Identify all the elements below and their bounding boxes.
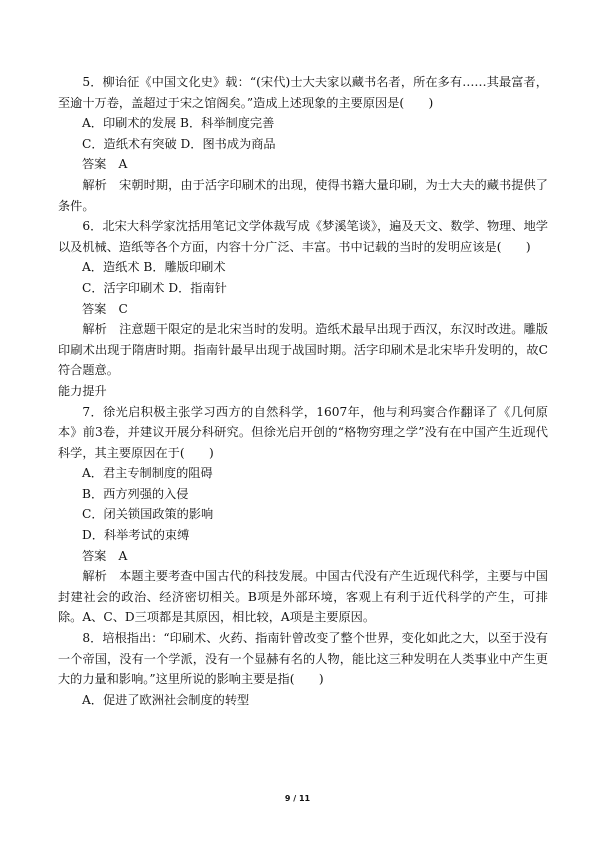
question-6-options-cd: C．活字印刷术 D．指南针 (82, 280, 227, 295)
question-5-options-ab: A．印刷术的发展 B．科举制度完善 (82, 116, 275, 131)
question-7-option-a: A．君主专制制度的阻碍 (82, 466, 213, 481)
question-6-analysis: 解析 注意题干限定的是北宋当时的发明。造纸术最早出现于西汉，东汉时改进。雕版印刷术出现于隋唐时期。指南针最早出现于战国时期。活字印刷术是北宋毕升发明的，故C符合题意。 (58, 322, 548, 378)
section-title: 能力提升 (58, 383, 107, 398)
question-5-stem: 5．柳诒征《中国文化史》载：“(宋代)士大夫家以藏书名者，所在多有……其最富者，至逾十万卷，盖超过于宋之馆阁矣。”造成上述现象的主要原因是( ) (58, 75, 548, 110)
question-8-option-a: A．促进了欧洲社会制度的转型 (82, 692, 250, 707)
question-6-stem: 6．北宋大科学家沈括用笔记文学体裁写成《梦溪笔谈》，遍及天文、数学、物理、地学以及机械、造纸等各个方面，内容十分广泛、丰富。书中记载的当时的发明应该是( ) (58, 219, 548, 254)
question-7-stem: 7．徐光启积极主张学习西方的自然科学，1607年，他与利玛窦合作翻译了《几何原本》前3卷，并建议开展分科研究。但徐光启开创的“格物穷理之学”没有在中国产生近现代科学，其主要原因在于( ) (58, 404, 548, 460)
page-number: 9 / 11 (284, 794, 311, 803)
page-content (58, 72, 548, 710)
question-5-answer: 答案 A (82, 157, 128, 172)
question-5-options-cd: C．造纸术有突破 D．图书成为商品 (82, 136, 276, 151)
question-7-analysis: 解析 本题主要考查中国古代的科技发展。中国古代没有产生近现代科学，主要与中国封建社会的政治、经济密切相关。B项是外部环境，客观上有利于近代科学的产生，可排除。A、C、D三项都是其原因，相比较，A项是主要原因。 (58, 569, 548, 625)
question-7-answer: 答案 A (82, 548, 128, 563)
question-6-options-ab: A．造纸术 B．雕版印刷术 (82, 260, 226, 275)
question-7-option-b: B．西方列强的入侵 (82, 486, 189, 501)
question-6-answer: 答案 C (82, 301, 128, 316)
question-5-analysis: 解析 宋朝时期，由于活字印刷术的出现，使得书籍大量印刷，为士大夫的藏书提供了条件。 (58, 177, 548, 213)
question-8-stem: 8．培根指出：“印刷术、火药、指南针曾改变了整个世界，变化如此之大，以至于没有一个帝国，没有一个学派，没有一个显赫有名的人物，能比这三种发明在人类事业中产生更大的力量和影响。”这里所说的影响主要是指( ) (58, 631, 548, 687)
question-7-option-c: C．闭关锁国政策的影响 (82, 507, 214, 522)
question-7-option-d: D．科举考试的束缚 (82, 528, 190, 543)
